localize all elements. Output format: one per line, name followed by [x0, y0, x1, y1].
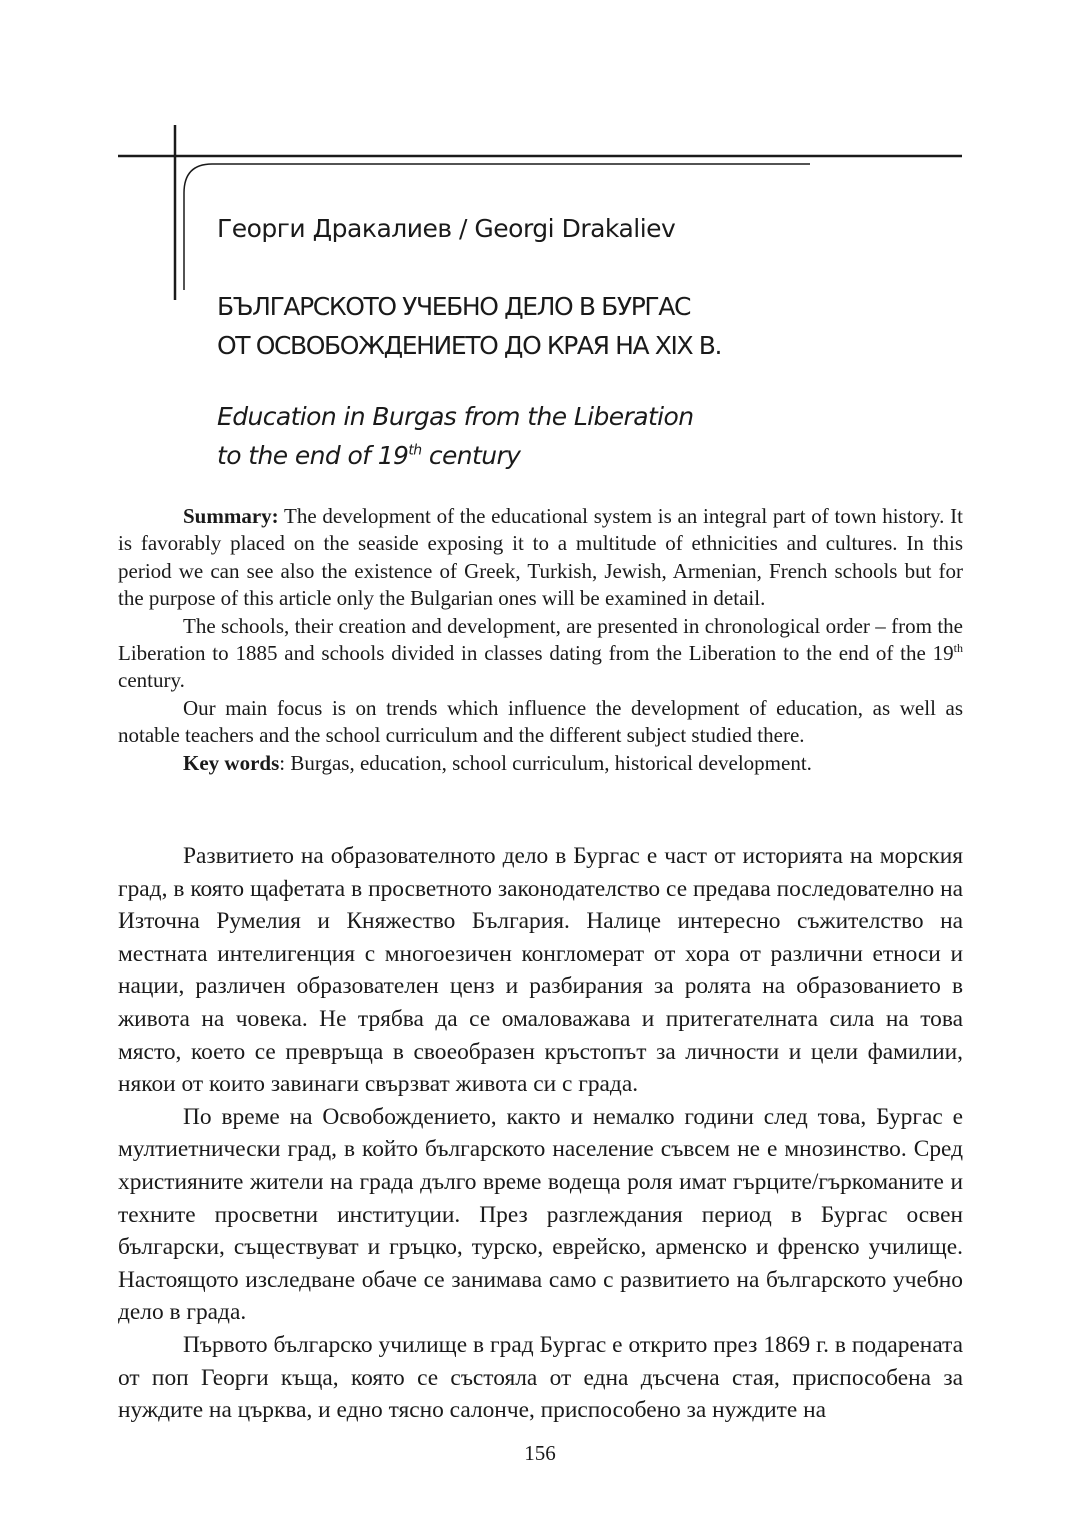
- summary-text: century.: [118, 668, 185, 693]
- page-number: 156: [524, 1441, 556, 1465]
- title-en-line-2-post: century: [421, 441, 521, 470]
- summary-section: [118, 503, 963, 777]
- title-bg-line-2: ОТ ОСВОБОЖДЕНИЕТО ДО КРАЯ НА ХІХ В.: [217, 331, 722, 360]
- keywords-paragraph: [118, 750, 963, 777]
- summary-superscript: th: [953, 641, 963, 656]
- keywords-text: : Burgas, education, school curriculum, historical development.: [279, 750, 812, 775]
- author-name: Георги Дракалиев / Georgi Drakaliev: [217, 214, 676, 243]
- body-paragraph: Развитието на образователното дело в Бургас е част от историята на морския град, в която щафетата в просветното законодателство се предава последователно на Източна Румелия и Княжество България. Налице интересно съжителство на местната интелигенция с многоезичен конгломерат от хора от различни етноси и нации, различен образователен ценз и разбирания за ролята на образованието в живота на човека. Не трябва да се омаловажава и притегателната сила на това място, което се превръща в своеобразен кръстопът за личности и цели фамилии, някои от които завинаги свързват живота си с града.: [118, 843, 963, 1098]
- article-title-english: [217, 397, 693, 475]
- summary-paragraph: Our main focus is on trends which influence the development of education, as well as notable teachers and the school curriculum and the different subject studied there.: [118, 695, 963, 748]
- title-en-line-2-pre: to the end of 19: [217, 441, 409, 470]
- body-paragraph: По време на Освобождението, както и немалко години след това, Бургас е мултиетнически град, в който българското население съвсем не е мнозинство. Сред християните жители на града дълго време водеща роля имат гърците/гъркоманите и техните просветни институции. През разглеждания период в Бургас освен български, съществуват и гръцко, турско, еврейско, арменско и френско училище. Настоящото изследване обаче се занимава само с развитието на българското учебно дело в града.: [118, 1103, 963, 1326]
- title-bg-line-1: БЪЛГАРСКОТО УЧЕБНО ДЕЛО В БУРГАС: [217, 292, 691, 321]
- keywords-label: Key words: [183, 750, 280, 775]
- title-en-line-1: Education in Burgas from the Liberation: [217, 402, 694, 431]
- summary-paragraph: [118, 613, 963, 695]
- summary-paragraph: [118, 503, 963, 613]
- article-title-bulgarian: [217, 287, 721, 365]
- header-decoration: [0, 0, 1080, 320]
- body-paragraph: Първото българско училище в град Бургас е открито през 1869 г. в подарената от поп Георги къща, която се състояла от една дъсчена стая, приспособена за нуждите на църква, и едно тясно салонче, приспособено за нуждите на: [118, 1331, 963, 1424]
- article-body: [118, 840, 963, 1427]
- title-en-superscript: th: [408, 442, 422, 459]
- summary-label: Summary:: [183, 504, 279, 528]
- summary-text: The schools, their creation and development, are presented in chronological order – from the Liberation to 1885 and schools divided in classes dating from the Liberation to the end of the 19: [118, 613, 963, 666]
- summary-text: The development of the educational system is an integral part of town history. It is favorably placed on the seaside exposing it to a multitude of ethnicities and cultures. In this period we can see also the existence of Greek, Turkish, Jewish, Armenian, French schools but for the purpose of this article only the Bulgarian ones will be examined in detail.: [118, 504, 963, 611]
